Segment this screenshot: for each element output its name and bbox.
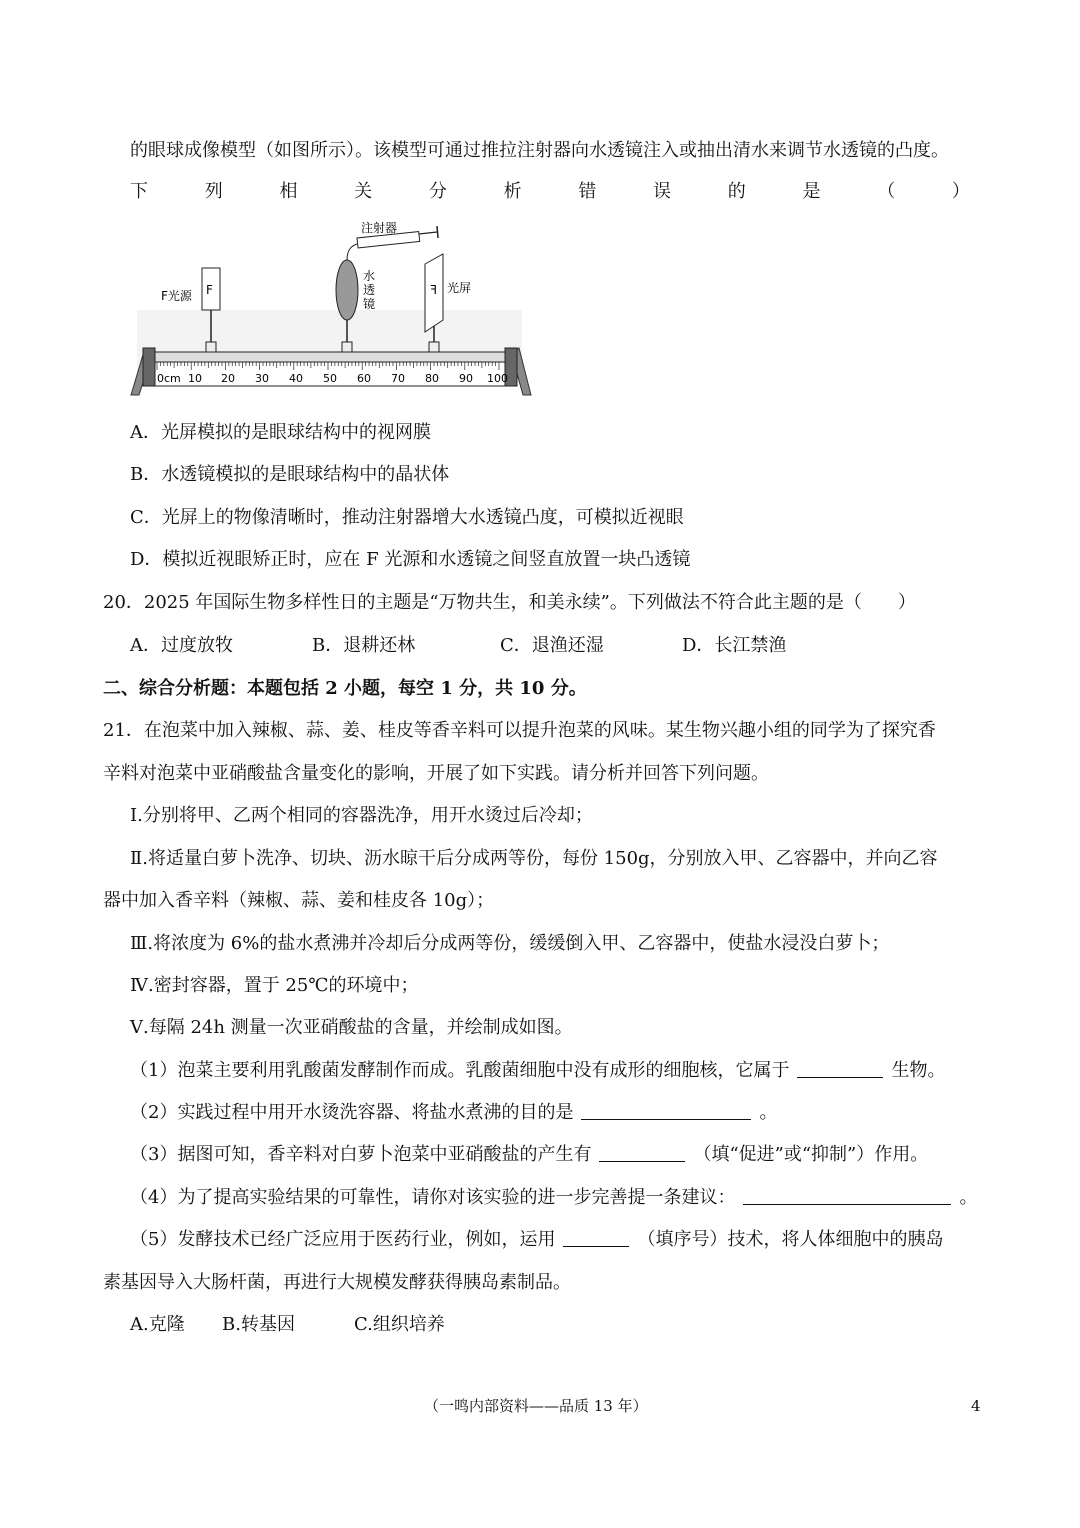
ruler-label: 30 — [255, 372, 269, 385]
intro-char: 下 — [130, 181, 148, 202]
answer-blank-1[interactable] — [797, 1059, 883, 1078]
water-lens-label: 镜 — [363, 297, 376, 311]
intro-char: 关 — [354, 181, 373, 202]
q21-choice-a: A.克隆 — [130, 1314, 185, 1335]
ruler-label: 0cm — [157, 372, 181, 385]
sub-1-text: （1）泡菜主要利用乳酸菌发酵制作而成。乳酸菌细胞中没有成形的细胞核，它属于 — [130, 1060, 790, 1081]
page-number: 4 — [971, 1397, 981, 1415]
ruler-label: 60 — [357, 372, 371, 385]
sub-2-tail: 。 — [759, 1102, 778, 1123]
intro-char: 相 — [279, 181, 298, 202]
q19-option-a: A．光屏模拟的是眼球结构中的视网膜 — [130, 422, 431, 443]
intro-char: 分 — [428, 181, 447, 202]
q20-option-b: B．退耕还林 — [312, 635, 416, 656]
q21-step-2a: Ⅱ.将适量白萝卜洗净、切块、沥水晾干后分成两等份，每份 150g，分别放入甲、乙容器中，并向乙容 — [130, 848, 938, 869]
sub-3-tail: （填“促进”或“抑制”）作用。 — [693, 1144, 929, 1165]
q20-option-c: C．退渔还湿 — [500, 635, 604, 656]
q21-step-4: Ⅳ.密封容器，置于 25℃的环境中； — [130, 975, 419, 996]
intro-line-1: 的眼球成像模型（如图所示）。该模型可通过推拉注射器向水透镜注入或抽出清水来调节水透镜的凸度。 — [130, 140, 949, 161]
intro-char: （ — [877, 181, 896, 202]
syringe-label: 注射器 — [361, 221, 398, 235]
sub-5-tail: （填序号）技术，将人体细胞中的胰岛 — [637, 1229, 944, 1250]
q21-step-2b: 器中加入香辛料（辣椒、蒜、姜和桂皮各 10g）； — [103, 890, 495, 911]
q20-stem: 20．2025 年国际生物多样性日的主题是“万物共生，和美永续”。下列做法不符合此主题的是（ ） — [103, 592, 916, 613]
sub-4-tail: 。 — [959, 1187, 978, 1208]
light-source-label: F光源 — [161, 289, 192, 303]
q21-sub-3 — [130, 1143, 928, 1167]
q19-option-b: B．水透镜模拟的是眼球结构中的晶状体 — [130, 464, 450, 485]
ruler-label: 90 — [459, 372, 473, 385]
q21-sub-4 — [130, 1186, 977, 1210]
q21-step-3: Ⅲ.将浓度为 6%的盐水煮沸并冷却后分成两等份，缓缓倒入甲、乙容器中，使盐水浸没白萝卜； — [130, 933, 890, 954]
screen-letter: F — [430, 283, 437, 297]
ruler-label: 80 — [425, 372, 439, 385]
intro-line-2 — [130, 180, 970, 204]
intro-char: 列 — [204, 181, 223, 202]
q21-step-5: Ⅴ.每隔 24h 测量一次亚硝酸盐的含量，并绘制成如图。 — [130, 1017, 573, 1038]
answer-blank-5[interactable] — [563, 1228, 629, 1247]
intro-char: 是 — [802, 181, 821, 202]
water-lens-label: 透 — [363, 283, 376, 297]
answer-blank-3[interactable] — [599, 1143, 685, 1162]
answer-blank-4[interactable] — [743, 1186, 951, 1205]
q20-option-d: D．长江禁渔 — [682, 635, 787, 656]
ruler-label: 10 — [188, 372, 202, 385]
intro-char: 的 — [727, 181, 746, 202]
q21-sub-5 — [130, 1228, 943, 1252]
q21-step-1: Ⅰ.分别将甲、乙两个相同的容器洗净，用开水烫过后冷却； — [130, 805, 593, 826]
light-source-letter: F — [206, 283, 213, 297]
sub-3-text: （3）据图可知，香辛料对白萝卜泡菜中亚硝酸盐的产生有 — [130, 1144, 592, 1165]
q21-sub-1 — [130, 1059, 945, 1083]
eye-model-figure — [125, 220, 535, 400]
q21-sub-5-cont: 素基因导入大肠杆菌，再进行大规模发酵获得胰岛素制品。 — [103, 1272, 571, 1293]
q21-sub-2 — [130, 1101, 777, 1125]
q21-stem-2: 辛料对泡菜中亚硝酸盐含量变化的影响，开展了如下实践。请分析并回答下列问题。 — [103, 763, 769, 784]
water-lens-label: 水 — [363, 269, 376, 283]
q19-option-c: C．光屏上的物像清晰时，推动注射器增大水透镜凸度，可模拟近视眼 — [130, 507, 684, 528]
intro-char: 误 — [653, 181, 672, 202]
intro-char: 错 — [578, 181, 597, 202]
ruler-label: 40 — [289, 372, 303, 385]
ruler-label: 20 — [221, 372, 235, 385]
water-lens — [336, 260, 358, 320]
q21-stem-1: 21．在泡菜中加入辣椒、蒜、姜、桂皮等香辛料可以提升泡菜的风味。某生物兴趣小组的同学为了探究香 — [103, 720, 936, 741]
q21-choice-b: B.转基因 — [222, 1314, 295, 1335]
q21-choice-c: C.组织培养 — [354, 1314, 445, 1335]
q20-option-a: A．过度放牧 — [130, 635, 233, 656]
ruler-label: 100 — [487, 372, 508, 385]
answer-blank-2[interactable] — [581, 1101, 751, 1120]
ruler-label: 50 — [323, 372, 337, 385]
intro-char: ） — [951, 181, 970, 202]
sub-4-text: （4）为了提高实验结果的可靠性，请你对该实验的进一步完善提一条建议： — [130, 1187, 736, 1208]
q19-option-d: D．模拟近视眼矫正时，应在 F 光源和水透镜之间竖直放置一块凸透镜 — [130, 549, 691, 570]
footer-note: （一鸣内部资料——品质 13 年） — [424, 1397, 648, 1415]
sub-2-text: （2）实践过程中用开水烫洗容器、将盐水煮沸的目的是 — [130, 1102, 574, 1123]
sub-5-text: （5）发酵技术已经广泛应用于医药行业，例如，运用 — [130, 1229, 556, 1250]
ruler-label: 70 — [391, 372, 405, 385]
sub-1-tail: 生物。 — [891, 1060, 946, 1081]
screen-label: 光屏 — [447, 281, 472, 295]
intro-char: 析 — [503, 181, 522, 202]
section-heading: 二、综合分析题：本题包括 2 小题，每空 1 分，共 10 分。 — [103, 678, 587, 699]
